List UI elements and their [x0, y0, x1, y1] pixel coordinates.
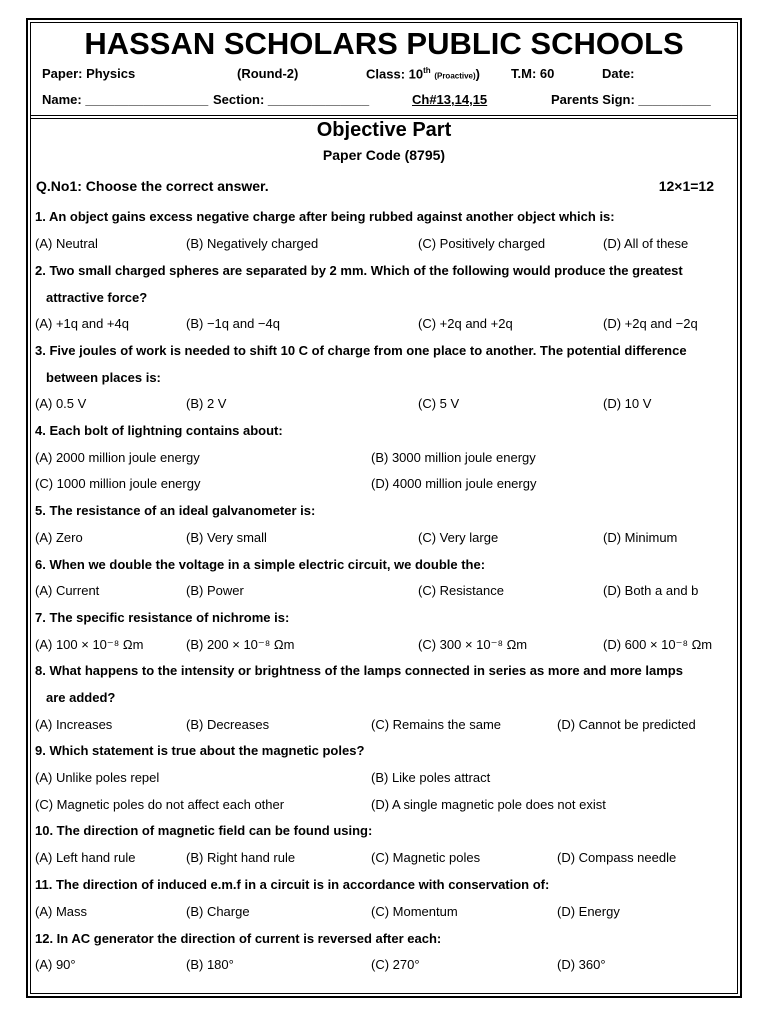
option: (A) Mass [35, 904, 87, 919]
question-text: 4. Each bolt of lightning contains about: [35, 423, 283, 438]
chapters: Ch#13,14,15 [412, 92, 488, 107]
option: (C) Remains the same [371, 717, 502, 732]
option: (B) Decreases [186, 717, 270, 732]
question-text: 1. An object gains excess negative charge after being rubbed against another object which is: [35, 209, 615, 224]
option: (D) +2q and −2q [603, 316, 698, 331]
option: (A) 0.5 V [35, 396, 87, 411]
option: (A) Current [35, 583, 100, 598]
question-text: 10. The direction of magnetic field can be found using: [35, 823, 373, 838]
parents-sign-field: Parents Sign: __________ [551, 92, 711, 107]
option: (B) 2 V [186, 396, 227, 411]
date-field: Date: [602, 66, 635, 81]
option: (C) Very large [418, 530, 499, 545]
marks-distribution: 12×1=12 [658, 178, 714, 194]
option: (D) 360° [557, 957, 606, 972]
option: (C) 5 V [418, 396, 460, 411]
class-label: Class: [366, 66, 406, 82]
class-note: (Proactive) [434, 71, 476, 81]
question-text: 8. What happens to the intensity or brightness of the lamps connected in series as more and more lamps [35, 663, 683, 678]
option: (C) Magnetic poles [371, 850, 481, 865]
option: (D) Compass needle [557, 850, 677, 865]
option: (B) 200 × 10⁻⁸ Ωm [186, 637, 295, 652]
option: (D) 600 × 10⁻⁸ Ωm [603, 637, 713, 652]
question-text: 6. When we double the voltage in a simple electric circuit, we double the: [35, 557, 486, 572]
name-field: Name: _________________ [42, 92, 209, 107]
option: (D) 10 V [603, 396, 652, 411]
question-text: 5. The resistance of an ideal galvanometer is: [35, 503, 316, 518]
question-text-continued: between places is: [46, 370, 161, 385]
option: (D) All of these [603, 236, 689, 251]
option: (D) Both a and b [603, 583, 699, 598]
option: (C) +2q and +2q [418, 316, 513, 331]
option: (B) −1q and −4q [186, 316, 280, 331]
total-marks: T.M: 60 [511, 66, 555, 81]
class-close: ) [475, 66, 481, 82]
question-text: 7. The specific resistance of nichrome is: [35, 610, 290, 625]
option: (A) Neutral [35, 236, 98, 251]
option: (C) 1000 million joule energy [35, 476, 201, 491]
option: (C) Positively charged [418, 236, 546, 251]
paper-code: Paper Code (8795) [322, 147, 446, 163]
option: (C) Resistance [418, 583, 504, 598]
option: (B) Charge [186, 904, 250, 919]
option: (D) Cannot be predicted [557, 717, 696, 732]
option: (D) Minimum [603, 530, 678, 545]
question-text: 11. The direction of induced e.m.f in a circuit is in accordance with conservation of: [35, 877, 550, 892]
option: (A) Zero [35, 530, 83, 545]
question-heading: Q.No1: Choose the correct answer. [36, 178, 269, 194]
option: (A) Left hand rule [35, 850, 136, 865]
section-title: Objective Part [316, 119, 452, 141]
option: (A) 100 × 10⁻⁸ Ωm [35, 637, 144, 652]
option: (B) Power [186, 583, 244, 598]
class-number: 10 [408, 66, 424, 82]
question-text: 9. Which statement is true about the magnetic poles? [35, 743, 365, 758]
option: (C) 270° [371, 957, 420, 972]
class-info [366, 66, 480, 81]
school-name: HASSAN SCHOLARS PUBLIC SCHOOLS [84, 26, 684, 61]
option: (A) 2000 million joule energy [35, 450, 200, 465]
option: (B) 3000 million joule energy [371, 450, 536, 465]
question-text: 2. Two small charged spheres are separated by 2 mm. Which of the following would produce the greatest [35, 263, 683, 278]
option: (B) Negatively charged [186, 236, 319, 251]
option: (A) Unlike poles repel [35, 770, 160, 785]
question-text: 3. Five joules of work is needed to shift 10 C of charge from one place to another. The potential difference [35, 343, 687, 358]
option: (D) Energy [557, 904, 620, 919]
option: (D) 4000 million joule energy [371, 476, 537, 491]
class-suffix: th [423, 66, 431, 75]
option: (C) Momentum [371, 904, 458, 919]
option: (A) 90° [35, 957, 76, 972]
option: (C) Magnetic poles do not affect each other [35, 797, 285, 812]
paper-round: (Round-2) [237, 66, 299, 81]
question-text: 12. In AC generator the direction of current is reversed after each: [35, 931, 442, 946]
option: (C) 300 × 10⁻⁸ Ωm [418, 637, 528, 652]
question-text-continued: attractive force? [46, 290, 148, 305]
option: (A) +1q and +4q [35, 316, 129, 331]
option: (D) A single magnetic pole does not exist [371, 797, 606, 812]
option: (B) 180° [186, 957, 234, 972]
option: (B) Very small [186, 530, 267, 545]
section-field: Section: ______________ [213, 92, 370, 107]
option: (B) Like poles attract [371, 770, 491, 785]
option: (B) Right hand rule [186, 850, 296, 865]
question-text-continued: are added? [46, 690, 116, 705]
option: (A) Increases [35, 717, 113, 732]
paper-subject: Paper: Physics [42, 66, 136, 81]
